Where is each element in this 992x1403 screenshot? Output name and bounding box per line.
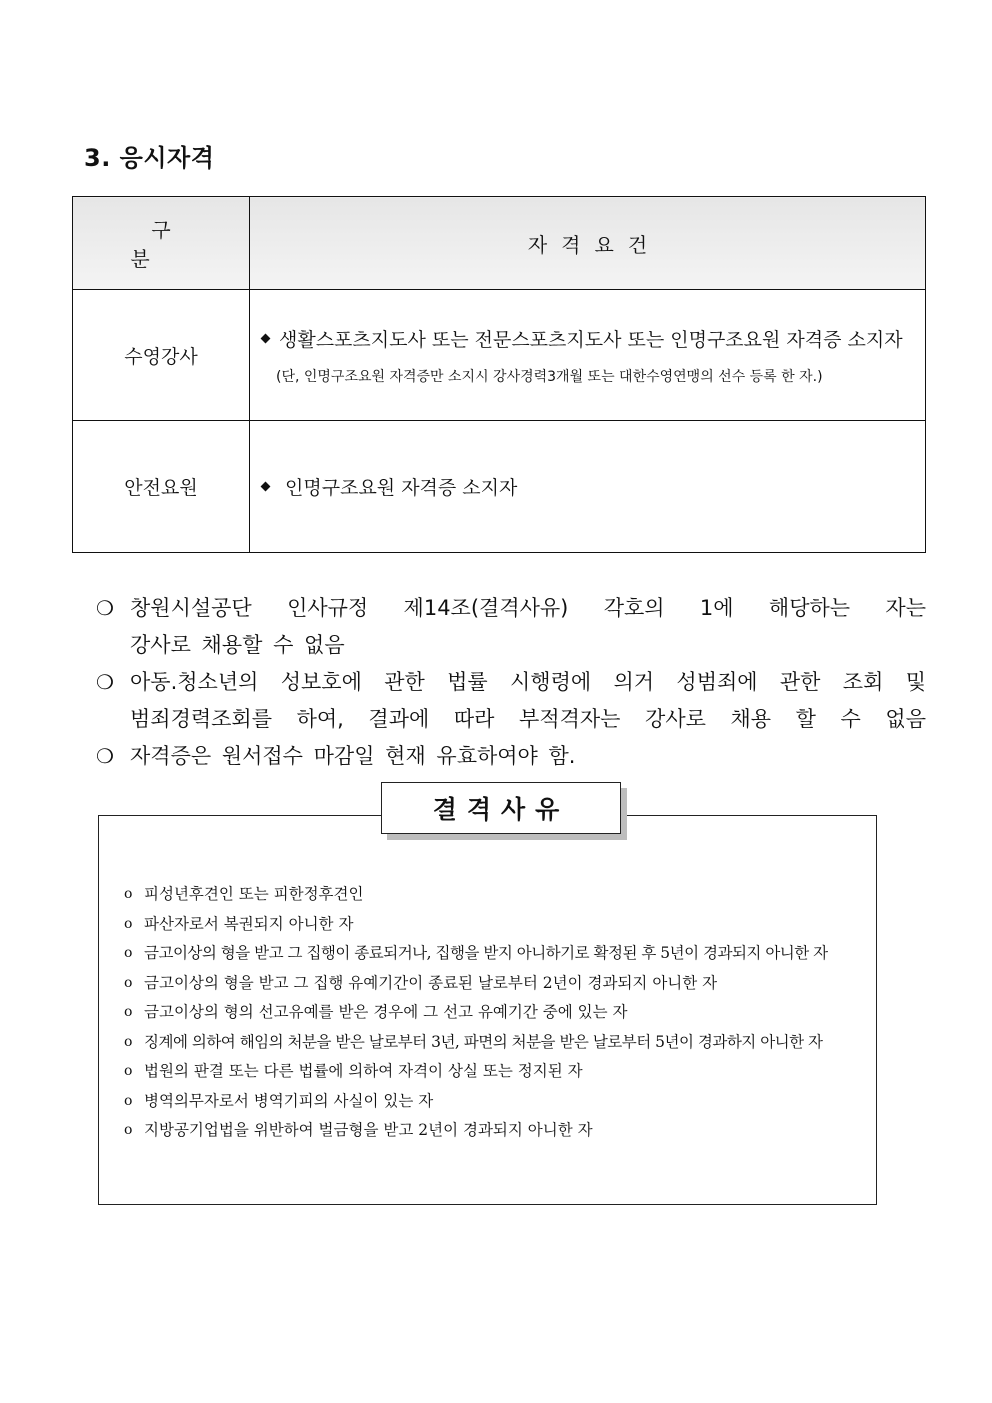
diamond-bullet-icon (261, 333, 271, 343)
condition-item (96, 738, 926, 775)
list-item: o 금고이상의 형을 받고 그 집행이 종료되거나, 집행을 받지 아니하기로 확정된 후 5년이 경과되지 아니한 자 (124, 939, 874, 969)
condition-item (96, 590, 926, 627)
requirement-line (260, 473, 925, 500)
circle-bullet-icon: ❍ (96, 670, 114, 694)
list-item: o 지방공기업법을 위반하여 벌금형을 받고 2년이 경과되지 아니한 자 (124, 1116, 874, 1146)
table-row (73, 421, 926, 553)
bullet-icon: o (124, 974, 133, 991)
condition-item (96, 664, 926, 701)
condition-item-continued (96, 627, 926, 664)
diamond-bullet-icon (261, 482, 271, 492)
disqualification-title: 결격사유 (381, 782, 621, 834)
requirement-text: 생활스포츠지도사 또는 전문스포츠지도사 또는 인명구조요원 자격증 소지자 (279, 328, 903, 351)
list-item: o 징계에 의하여 해임의 처분을 받은 날로부터 3년, 파면의 처분을 받은 날로부터 5년이 경과하지 아니한 자 (124, 1028, 874, 1058)
circle-bullet-icon: ❍ (96, 596, 114, 620)
header-requirement: 자격요건 (250, 197, 926, 290)
list-item: o 피성년후견인 또는 피한정후견인 (124, 880, 874, 910)
list-item: o 파산자로서 복권되지 아니한 자 (124, 910, 874, 940)
disqualification-list (124, 880, 874, 1146)
condition-text: 아동.청소년의 성보호에 관한 법률 시행령에 의거 성범죄에 관한 조회 및 (130, 670, 926, 694)
conditions-list (96, 590, 926, 775)
requirement-line (260, 325, 925, 352)
condition-text: 강사로 채용할 수 없음 (130, 633, 345, 657)
requirement-cell (250, 290, 926, 421)
bullet-icon: o (124, 1122, 133, 1138)
bullet-icon: o (124, 945, 133, 961)
requirement-text: 인명구조요원 자격증 소지자 (279, 477, 518, 499)
condition-text: 범죄경력조회를 하여, 결과에 따라 부적격자는 강사로 채용 할 수 없음 (130, 707, 926, 731)
requirement-note: (단, 인명구조요원 자격증만 소지시 강사경력3개월 또는 대한수영연맹의 선수 등록 한 자.) (276, 368, 823, 385)
condition-text: 자격증은 원서접수 마감일 현재 유효하여야 함. (130, 744, 576, 768)
list-item: o 병역의무자로서 병역기피의 사실이 있는 자 (124, 1087, 874, 1117)
condition-item-continued (96, 701, 926, 738)
bullet-icon: o (124, 886, 133, 902)
condition-text: 창원시설공단 인사규정 제14조(결격사유) 각호의 1에 해당하는 자는 (130, 596, 926, 620)
list-item: o 금고이상의 형을 받고 그 집행 유예기간이 종료된 날로부터 2년이 경과되지 아니한 자 (124, 969, 874, 999)
bullet-icon: o (124, 915, 133, 932)
section-title: 3. 응시자격 (84, 144, 215, 172)
qualification-table (72, 196, 926, 553)
list-item: o 금고이상의 형의 선고유예를 받은 경우에 그 선고 유예기간 중에 있는 자 (124, 998, 874, 1028)
bullet-icon: o (124, 1033, 133, 1050)
bullet-icon: o (124, 1063, 133, 1079)
category-cell: 수영강사 (73, 290, 250, 421)
list-item: o 법원의 판결 또는 다른 법률에 의하여 자격이 상실 또는 정지된 자 (124, 1057, 874, 1087)
table-header-row (73, 197, 926, 290)
category-cell: 안전요원 (73, 421, 250, 553)
circle-bullet-icon: ❍ (96, 744, 114, 768)
bullet-icon: o (124, 1092, 133, 1109)
table-row (73, 290, 926, 421)
bullet-icon: o (124, 1004, 133, 1020)
requirement-cell (250, 421, 926, 553)
header-category: 구 분 (73, 197, 250, 290)
